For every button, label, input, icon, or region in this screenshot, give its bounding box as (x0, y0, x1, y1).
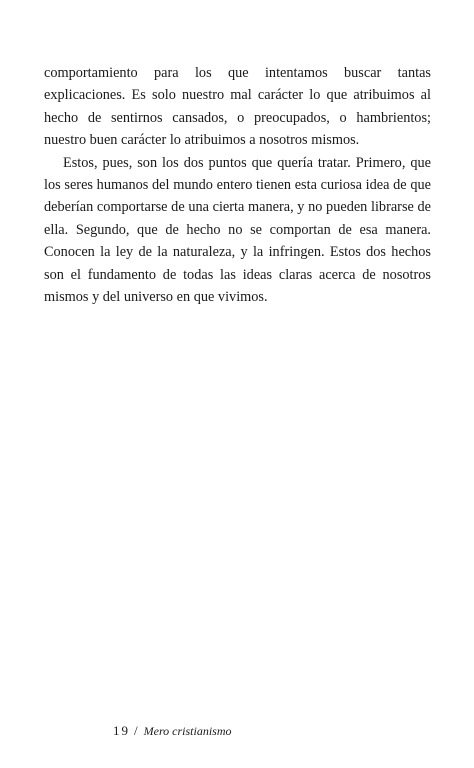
page-footer (113, 723, 232, 739)
paragraph-two-points: Estos, pues, son los dos puntos que quería tratar. Primero, que los seres humanos del mundo entero tienen esta curiosa idea de que deberían comportarse de una cierta manera, y no pueden librarse de ella. Segundo, que de hecho no se comportan de esa manera. Conocen la ley de la naturaleza, y la infringen. Estos dos hechos son el fundamento de todas las ideas claras acerca de nosotros mismos y del universo en que vivimos. (44, 154, 431, 306)
paragraph-continuation: comportamiento para los que intentamos buscar tantas explicaciones. Es solo nuestro mal carácter lo que atribuimos al hecho de sentirnos cansados, o preocupados, o hambrientos; nuestro buen carácter lo atribuimos a nosotros mismos. (44, 65, 431, 149)
page-number: 19 (113, 723, 130, 738)
footer-separator: / (134, 723, 138, 738)
running-title: Mero cristianismo (143, 724, 232, 738)
body-text (44, 62, 431, 308)
